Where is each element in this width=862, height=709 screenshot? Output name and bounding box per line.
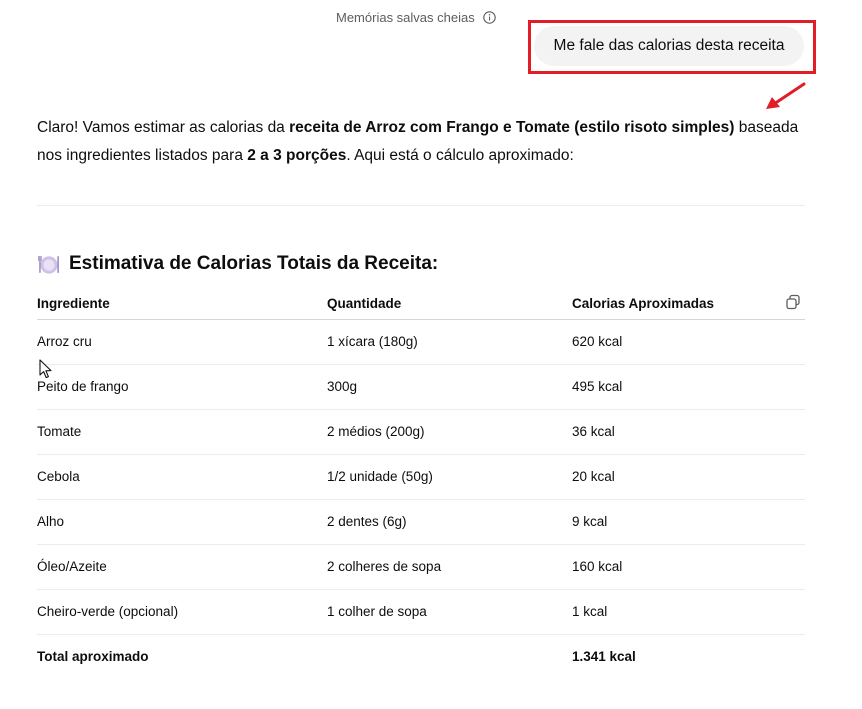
cell-calories: 620 kcal [572, 319, 805, 364]
section-title [37, 252, 438, 276]
table-header-row [37, 288, 805, 319]
cell-calories: 36 kcal [572, 409, 805, 454]
table-total-row [37, 634, 805, 679]
intro-text: baseada nos ingredientes listados para [37, 119, 799, 164]
cell-ingredient: Alho [37, 499, 327, 544]
plate-with-cutlery-icon [37, 252, 61, 276]
mouse-cursor-icon [39, 359, 53, 379]
table-row [37, 409, 805, 454]
cell-ingredient: Cebola [37, 454, 327, 499]
table-row [37, 544, 805, 589]
info-icon[interactable] [483, 11, 496, 24]
copy-table-icon[interactable] [785, 294, 801, 310]
total-cell-calories: 1.341 kcal [572, 649, 636, 665]
table-row [37, 499, 805, 544]
column-header-quantity: Quantidade [327, 288, 572, 319]
cell-quantity: 2 dentes (6g) [327, 499, 572, 544]
column-header-ingredient: Ingrediente [37, 288, 327, 319]
table-row [37, 319, 805, 364]
cell-calories: 9 kcal [572, 499, 805, 544]
table-row [37, 589, 805, 634]
cell-ingredient: Cheiro-verde (opcional) [37, 589, 327, 634]
intro-bold-text: receita de Arroz com Frango e Tomate (estilo risoto simples) [289, 119, 735, 136]
cell-ingredient: Tomate [37, 409, 327, 454]
cell-quantity: 300g [327, 364, 572, 409]
cell-ingredient: Peito de frango [37, 364, 327, 409]
cell-quantity: 1 colher de sopa [327, 589, 572, 634]
section-title-text: Estimativa de Calorias Totais da Receita: [69, 253, 439, 274]
cell-quantity: 1 xícara (180g) [327, 319, 572, 364]
calories-table-container [37, 288, 805, 679]
total-cell-ingredient: Total aproximado [37, 649, 149, 665]
cell-calories: 495 kcal [572, 364, 805, 409]
cell-calories: 20 kcal [572, 454, 805, 499]
annotation-highlight-box [528, 20, 816, 74]
divider [37, 205, 805, 206]
cell-calories: 160 kcal [572, 544, 805, 589]
total-cell-quantity [327, 634, 572, 679]
intro-bold-text: 2 a 3 porções [247, 147, 347, 164]
assistant-intro-paragraph [37, 114, 807, 170]
cell-calories: 1 kcal [572, 589, 805, 634]
intro-text: . Aqui está o cálculo aproximado: [346, 147, 574, 164]
annotation-arrow-icon [760, 78, 810, 112]
user-message-text: Me fale das calorias desta receita [553, 37, 785, 54]
table-row [37, 364, 805, 409]
memory-notice-label: Memórias salvas cheias [336, 10, 475, 25]
column-header-calories: Calorias Aproximadas [572, 288, 805, 319]
intro-text: Claro! Vamos estimar as calorias da [37, 119, 290, 136]
table-row [37, 454, 805, 499]
cell-ingredient: Arroz cru [37, 319, 327, 364]
cell-quantity: 1/2 unidade (50g) [327, 454, 572, 499]
calories-table [37, 288, 805, 679]
memory-notice [336, 10, 496, 25]
cell-quantity: 2 colheres de sopa [327, 544, 572, 589]
cell-quantity: 2 médios (200g) [327, 409, 572, 454]
cell-ingredient: Óleo/Azeite [37, 544, 327, 589]
